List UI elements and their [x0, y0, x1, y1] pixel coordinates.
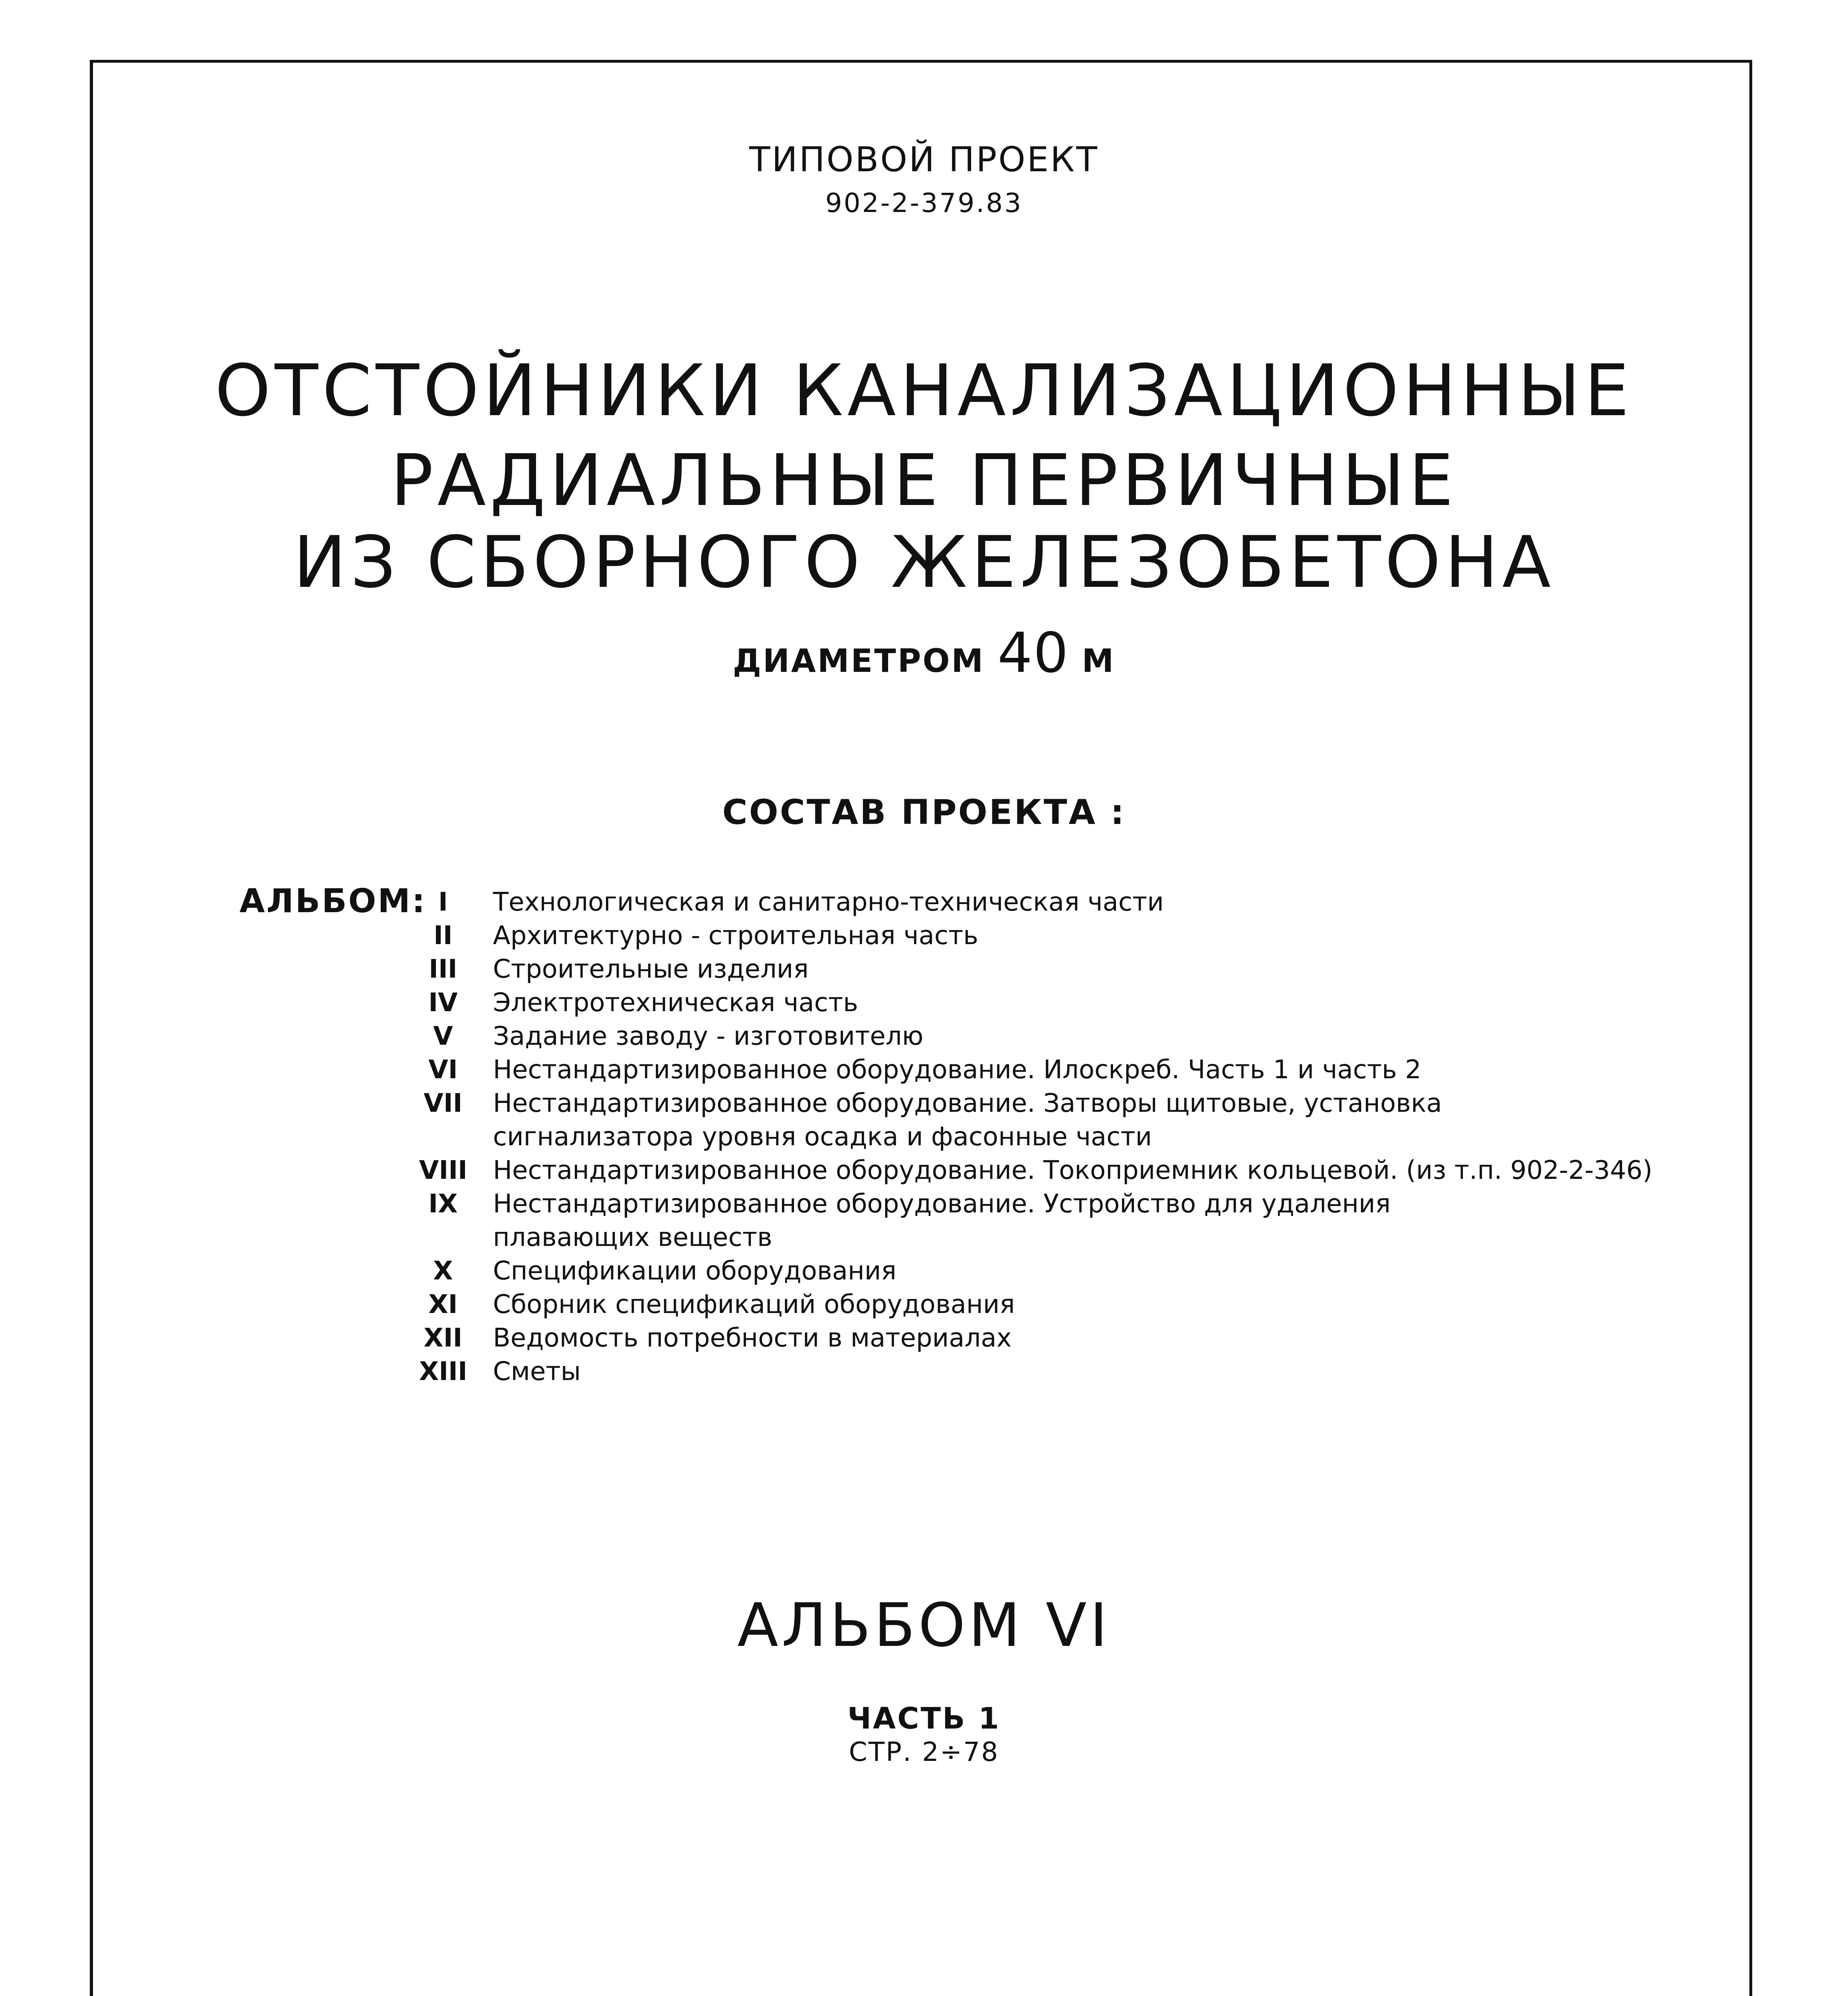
- title-line-1: ОТСТОЙНИКИ КАНАЛИЗАЦИОННЫЕ: [215, 349, 1633, 432]
- volume-row: [0, 1052, 1848, 1088]
- volume-row: [0, 1287, 1848, 1323]
- volume-row: [0, 1119, 1848, 1155]
- volume-number: II: [433, 921, 453, 950]
- volume-title: сигнализатора уровня осадка и фасонные части: [493, 1122, 1152, 1152]
- volume-number: VI: [428, 1055, 458, 1085]
- volume-number: III: [429, 954, 457, 984]
- composition-heading: СОСТАВ ПРОЕКТА :: [722, 792, 1126, 832]
- volume-number: XI: [428, 1290, 458, 1319]
- volume-title: плавающих веществ: [493, 1223, 772, 1252]
- volume-number: X: [433, 1256, 453, 1286]
- project-type: ТИПОВОЙ ПРОЕКТ: [749, 140, 1099, 180]
- project-code: 902-2-379.83: [825, 188, 1023, 218]
- diameter-unit: М: [1082, 642, 1116, 679]
- album-title: АЛЬБОМ VI: [737, 1591, 1111, 1660]
- volume-number: VIII: [419, 1156, 467, 1185]
- volume-row: [0, 884, 1848, 920]
- volume-title: Технологическая и санитарно-техническая части: [493, 887, 1164, 917]
- volume-title: Ведомость потребности в материалах: [493, 1323, 1012, 1353]
- volume-title: Нестандартизированное оборудование. Затворы щитовые, установка: [493, 1089, 1442, 1118]
- volume-row: [0, 1018, 1848, 1054]
- volume-row: [0, 1253, 1848, 1289]
- volume-row: [0, 951, 1848, 987]
- volume-title: Сборник спецификаций оборудования: [493, 1290, 1015, 1319]
- volume-title: Архитектурно - строительная часть: [493, 921, 978, 950]
- volume-number: IV: [428, 988, 458, 1018]
- title-line-3: ИЗ СБОРНОГО ЖЕЛЕЗОБЕТОНА: [293, 521, 1555, 604]
- volume-number: V: [433, 1022, 453, 1051]
- album-pages: СТР. 2÷78: [849, 1737, 999, 1767]
- volume-title: Сметы: [493, 1357, 581, 1386]
- volume-number: VII: [423, 1089, 463, 1118]
- album-label: АЛЬБОМ:: [239, 882, 427, 920]
- volume-number: XII: [423, 1323, 463, 1353]
- volume-number: IX: [428, 1189, 458, 1219]
- diameter-line: [0, 621, 1848, 685]
- volume-row: [0, 985, 1848, 1021]
- volume-row: [0, 1220, 1848, 1255]
- volume-number: XIII: [419, 1357, 467, 1386]
- volume-title: Задание заводу - изготовителю: [493, 1022, 924, 1051]
- volume-row: [0, 1354, 1848, 1390]
- volume-title: Нестандартизированное оборудование. Устройство для удаления: [493, 1189, 1391, 1219]
- volume-title: Спецификации оборудования: [493, 1256, 896, 1286]
- diameter-prefix: ДИАМЕТРОМ: [732, 642, 985, 679]
- volume-title: Нестандартизированное оборудование. Илоскреб. Часть 1 и часть 2: [493, 1055, 1421, 1085]
- volume-row: [0, 1085, 1848, 1121]
- title-line-2: РАДИАЛЬНЫЕ ПЕРВИЧНЫЕ: [390, 439, 1458, 522]
- volume-title: Электротехническая часть: [493, 988, 858, 1018]
- volume-row: [0, 918, 1848, 954]
- volume-title: Строительные изделия: [493, 954, 809, 984]
- volume-row: [0, 1186, 1848, 1222]
- album-part: ЧАСТЬ 1: [847, 1701, 1001, 1736]
- volume-row: [0, 1152, 1848, 1188]
- volume-row: [0, 1320, 1848, 1356]
- diameter-value: 40: [997, 621, 1069, 685]
- volume-title: Нестандартизированное оборудование. Токоприемник кольцевой. (из т.п. 902-2-346): [493, 1156, 1653, 1185]
- volume-number: I: [438, 887, 448, 917]
